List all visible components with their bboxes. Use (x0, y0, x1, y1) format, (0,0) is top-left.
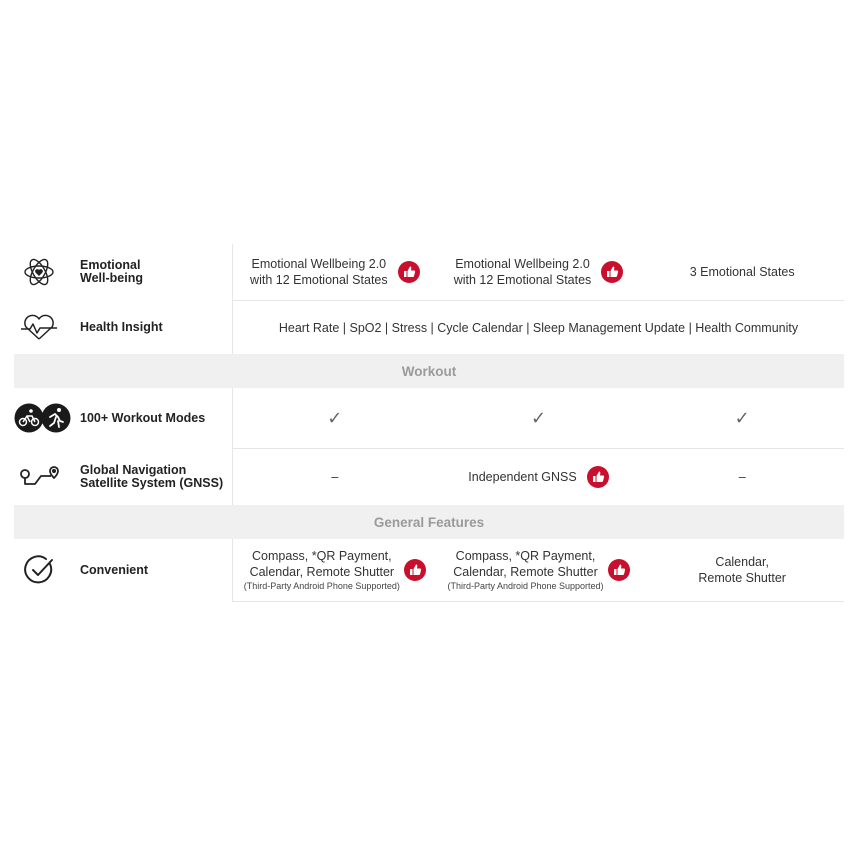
value-text: 3 Emotional States (689, 265, 795, 279)
value-cell (640, 449, 844, 505)
section-header-workout: Workout (14, 354, 844, 388)
value-cell-full (232, 301, 844, 354)
value-text: Compass, *QR Payment, Calendar, Remote Shutter (249, 549, 395, 579)
row-health-insight (14, 301, 844, 354)
value-cells (232, 449, 844, 505)
section-header-general-features: General Features (14, 505, 844, 539)
value-text: Compass, *QR Payment, Calendar, Remote Shutter (453, 549, 598, 579)
value-cell (437, 449, 641, 505)
thumbs-up-icon (601, 261, 623, 283)
value-cells (232, 539, 844, 601)
thumbs-up-icon (398, 261, 420, 283)
thumbs-up-icon (404, 559, 426, 581)
value-text: Emotional Wellbeing 2.0 with 12 Emotional States (453, 257, 592, 287)
heart-pulse-icon (16, 308, 62, 348)
feature-cell (14, 244, 232, 300)
value-cell (233, 449, 437, 505)
check-mark: ✓ (327, 408, 343, 428)
feature-cell (14, 301, 232, 354)
value-text: Emotional Wellbeing 2.0 with 12 Emotional States (250, 257, 388, 287)
value-text: – (331, 470, 339, 484)
feature-cell (14, 449, 232, 505)
comparison-table (14, 244, 844, 602)
value-text-block (447, 548, 603, 592)
value-cell (640, 539, 844, 601)
route-pin-icon (16, 457, 62, 497)
row-divider (232, 601, 844, 602)
value-cells (232, 244, 844, 300)
thumbs-up-icon (608, 559, 630, 581)
value-note: (Third-Party Android Phone Supported) (243, 581, 400, 591)
check-circle-icon (16, 550, 62, 590)
value-text: Calendar, Remote Shutter (698, 555, 786, 585)
feature-label: Convenient (80, 562, 149, 577)
check-mark: ✓ (734, 408, 750, 428)
value-text-block (244, 548, 400, 592)
thumbs-up-icon (587, 466, 609, 488)
row-workout-modes (14, 388, 844, 448)
feature-cell (14, 388, 232, 448)
row-gnss (14, 449, 844, 505)
row-convenient (14, 539, 844, 601)
value-text: Heart Rate | SpO2 | Stress | Cycle Calendar | Sleep Management Update | Health Community (278, 320, 799, 335)
atom-heart-icon (16, 252, 62, 292)
value-cell (437, 539, 641, 601)
value-cell (640, 244, 844, 300)
feature-label: 100+ Workout Modes (80, 410, 206, 425)
row-emotional-wellbeing (14, 244, 844, 300)
value-cells (232, 388, 844, 448)
value-cell (233, 539, 437, 601)
feature-label: Global Navigation Satellite System (GNSS) (80, 463, 224, 490)
feature-cell (14, 539, 232, 601)
value-note: (Third-Party Android Phone Supported) (447, 581, 604, 591)
value-cell (437, 244, 641, 300)
value-text: – (738, 470, 746, 484)
feature-label: Health Insight (80, 320, 163, 334)
feature-label: Emotional Well-being (80, 258, 143, 285)
value-text: Independent GNSS (468, 470, 577, 484)
check-mark: ✓ (530, 408, 547, 428)
workout-icon (14, 398, 72, 438)
value-cell (233, 244, 437, 300)
